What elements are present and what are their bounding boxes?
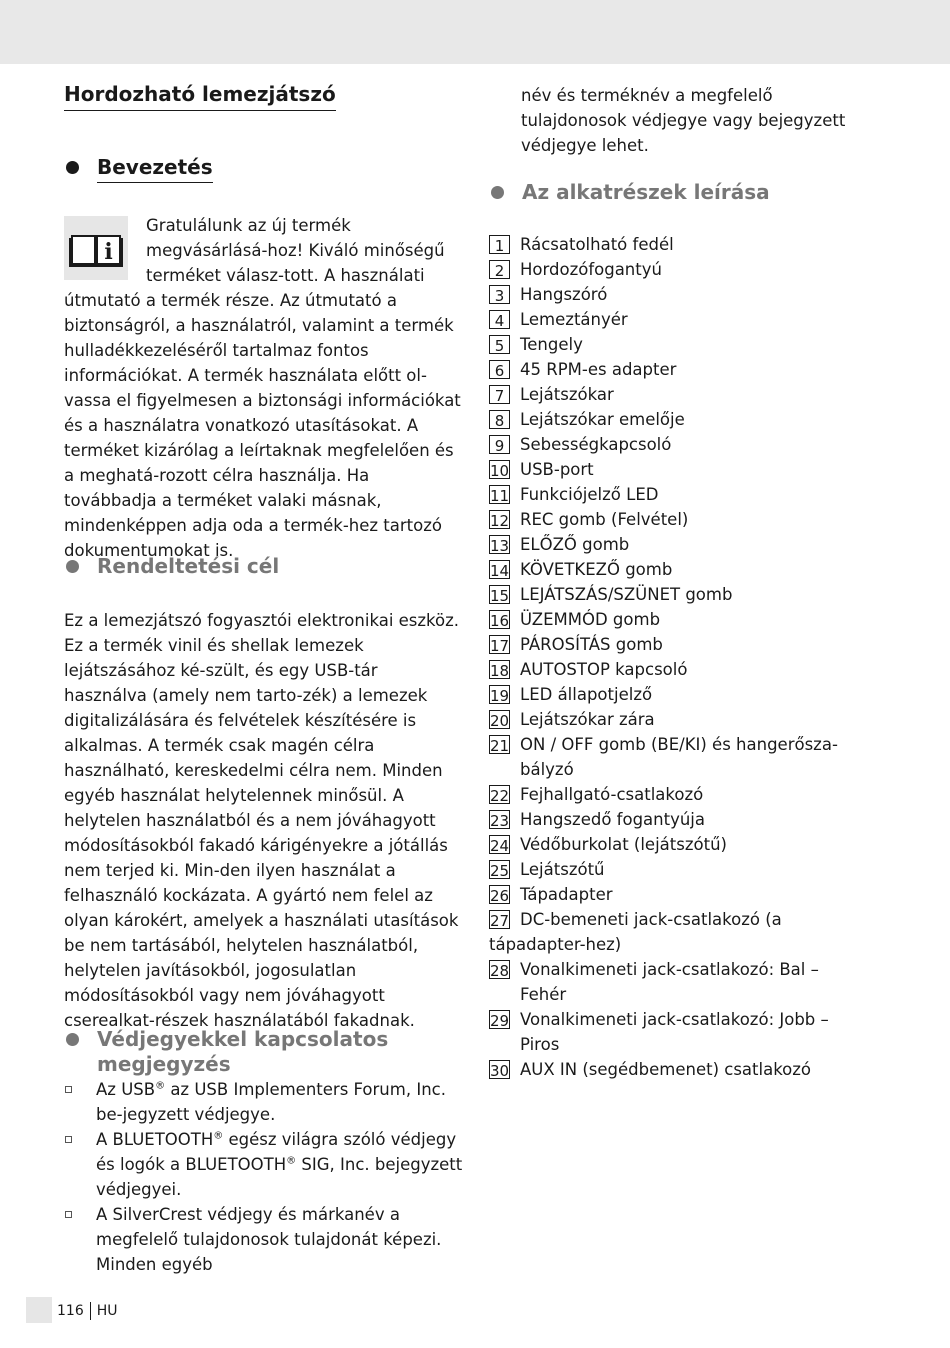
parts-list — [489, 232, 869, 1082]
part-item — [489, 507, 869, 532]
part-label: PÁROSÍTÁS gomb — [520, 635, 663, 654]
part-number: 7 — [489, 385, 510, 404]
part-label: KÖVETKEZŐ gomb — [520, 560, 673, 579]
part-number: 28 — [490, 962, 510, 980]
part-number: 18 — [490, 662, 510, 680]
part-item — [489, 1007, 869, 1057]
part-number: 27 — [490, 912, 510, 930]
part-number: 1 — [489, 235, 510, 254]
part-label: Tápadapter — [520, 885, 613, 904]
part-number: 16 — [490, 612, 510, 630]
part-item — [489, 232, 869, 257]
part-number: 9 — [489, 435, 510, 454]
part-number: 3 — [489, 285, 510, 304]
part-number: 29 — [490, 1012, 510, 1030]
part-label: AUX IN (segédbemenet) csatlakozó — [520, 1060, 812, 1079]
part-item — [489, 807, 869, 832]
part-label: REC gomb (Felvétel) — [520, 510, 689, 529]
part-number: 25 — [490, 862, 510, 880]
part-item — [489, 282, 869, 307]
part-item — [489, 457, 869, 482]
part-label: LED állapotjelző — [520, 685, 653, 704]
part-item — [489, 882, 869, 907]
part-label: Lemeztányér — [520, 310, 628, 329]
intro-section — [64, 155, 464, 563]
part-number: 14 — [490, 562, 510, 580]
part-label: Tengely — [520, 335, 583, 354]
part-item — [489, 1057, 869, 1082]
part-item — [489, 532, 869, 557]
bullet-dot-icon — [66, 560, 79, 573]
checkbox-bullet-icon — [65, 1211, 72, 1218]
checkbox-bullet-icon — [65, 1136, 72, 1143]
part-label: Lejátszókar emelője — [520, 410, 685, 429]
part-number: 6 — [489, 360, 510, 379]
part-label: Vonalkimeneti jack-csatlakozó: Bal – Fehér — [520, 960, 819, 1004]
part-label: Sebességkapcsoló — [520, 435, 672, 454]
part-number: 8 — [489, 410, 510, 429]
page-number: 116 — [57, 1302, 91, 1320]
part-label: Lejátszókar — [520, 385, 614, 404]
part-label: Hangszóró — [520, 285, 608, 304]
part-label: DC-bemeneti jack-csatlakozó (a tápadapter-hez) — [489, 910, 782, 954]
part-number: 21 — [490, 737, 510, 755]
part-item — [489, 957, 869, 1007]
part-number: 13 — [490, 537, 510, 555]
info-book-icon — [64, 216, 128, 280]
part-number: 5 — [489, 335, 510, 354]
part-number: 12 — [490, 512, 510, 530]
top-bar — [0, 0, 950, 64]
intro-heading: Bevezetés — [64, 155, 464, 183]
trademarks-heading: Védjegyekkel kapcsolatos megjegyzés — [64, 1027, 464, 1077]
part-item — [489, 782, 869, 807]
language-code: HU — [96, 1303, 118, 1319]
part-item — [489, 632, 869, 657]
part-item — [489, 832, 869, 857]
part-number: 26 — [490, 887, 510, 905]
part-number: 20 — [490, 712, 510, 730]
part-label: ÜZEMMÓD gomb — [520, 610, 661, 629]
part-label: Védőburkolat (lejátszótű) — [520, 835, 727, 854]
part-label: Rácsatolható fedél — [520, 235, 674, 254]
list-item: Az USB® az USB Implementers Forum, Inc. be-jegyzett védjegye. — [64, 1077, 464, 1127]
part-item — [489, 907, 869, 957]
part-item — [489, 582, 869, 607]
part-label: USB-port — [520, 460, 594, 479]
part-number: 19 — [490, 687, 510, 705]
bullet-dot-icon — [66, 161, 79, 174]
part-label: Fejhallgató-csatlakozó — [520, 785, 704, 804]
parts-section — [489, 180, 869, 1082]
part-item — [489, 432, 869, 457]
part-number: 22 — [490, 787, 510, 805]
part-label: LEJÁTSZÁS/SZÜNET gomb — [520, 585, 733, 604]
svg-text:i: i — [104, 239, 113, 265]
part-item — [489, 732, 869, 782]
trademark-continuation: név és terméknév a megfelelő tulajdonosok védjegye vagy bejegyzett védjegye lehet. — [521, 86, 846, 155]
part-item — [489, 257, 869, 282]
part-number: 24 — [490, 837, 510, 855]
part-label: Vonalkimeneti jack-csatlakozó: Jobb – Piros — [520, 1010, 829, 1054]
trademark-list — [64, 1077, 464, 1277]
list-item: A BLUETOOTH® egész világra szóló védjegy és logók a BLUETOOTH® SIG, Inc. bejegyzett védjegyei. — [64, 1127, 464, 1202]
part-label: ON / OFF gomb (BE/KI) és hangerősza-bályzó — [520, 735, 838, 779]
part-label: AUTOSTOP kapcsoló — [520, 660, 688, 679]
part-label: Lejátszótű — [520, 860, 605, 879]
part-item — [489, 332, 869, 357]
list-item: A SilverCrest védjegy és márkanév a megfelelő tulajdonosok tulajdonát képezi. Minden egyéb — [64, 1202, 464, 1277]
part-item — [489, 357, 869, 382]
bullet-dot-icon — [491, 186, 504, 199]
part-number: 15 — [490, 587, 510, 605]
part-item — [489, 607, 869, 632]
page-footer — [57, 1302, 118, 1320]
part-number: 10 — [490, 462, 510, 480]
part-label: Hangszedő fogantyúja — [520, 810, 706, 829]
purpose-text: Ez a lemezjátszó fogyasztói elektronikai eszköz. Ez a termék vinil és shellak lemezek lejátszásához ké-szült, és egy USB-tár használva (amely nem tarto-zék) a lemezek digitalizálására és felvételek készítésére is alkalmas. A termék csak magén célra használható, kereskedelmi célra nem. Minden egyéb használat helytelennek minősül. A helytelen használatból és a nem jóváhagyott módosításokból fakadó kárigényekre a jótállás nem terjed ki. Min-den ilyen használat a felhasználó kockázata. A gyártó nem felel az olyan károkért, amelyek a használati utasítások be nem tartásából, helytelen használatból, helytelen javításokból, jogosulatlan módosításokból vagy nem jóváhagyott cserealkat-részek használatából fakadnak. — [64, 611, 460, 1030]
part-label: Funkciójelző LED — [520, 485, 659, 504]
part-item — [489, 657, 869, 682]
checkbox-bullet-icon — [65, 1086, 72, 1093]
part-number: 17 — [490, 637, 510, 655]
part-item — [489, 407, 869, 432]
part-item — [489, 857, 869, 882]
part-number: 4 — [489, 310, 510, 329]
purpose-heading: Rendeltetési cél — [64, 554, 464, 579]
bullet-dot-icon — [66, 1033, 79, 1046]
part-label: ELŐZŐ gomb — [520, 535, 630, 554]
part-label: Hordozófogantyú — [520, 260, 662, 279]
intro-text: Gratulálunk az új termék megvásárlásá-hoz! Kiváló minőségű terméket válasz-tott. A használati útmutató a termék része. Az útmutató a biztonságról, a használatról, valamint a termék hulladékkezeléséről tartalmaz fontos információkat. A termék használata előtt ol-vassa el figyelmesen a biztonsági információkat és a használatra vonatkozó utasításokat. A terméket kizárólag a leírtaknak megfelelően és a meghatá-rozott célra használja. Ha továbbadja a terméket valaki másnak, mindenképpen adja oda a termék-hez tartozó dokumentumokat is. — [64, 216, 461, 560]
part-number: 11 — [490, 487, 510, 505]
purpose-section — [64, 554, 464, 1033]
part-item — [489, 682, 869, 707]
part-item — [489, 307, 869, 332]
trademarks-section — [64, 1027, 464, 1277]
part-label: 45 RPM-es adapter — [520, 360, 677, 379]
part-item — [489, 557, 869, 582]
parts-heading: Az alkatrészek leírása — [489, 180, 869, 205]
footer-marker — [26, 1297, 52, 1323]
part-item — [489, 382, 869, 407]
page-title: Hordozható lemezjátszó — [64, 80, 336, 111]
part-item — [489, 707, 869, 732]
part-label: Lejátszókar zára — [520, 710, 655, 729]
part-number: 30 — [490, 1062, 510, 1080]
part-item — [489, 482, 869, 507]
part-number: 23 — [490, 812, 510, 830]
part-number: 2 — [489, 260, 510, 279]
